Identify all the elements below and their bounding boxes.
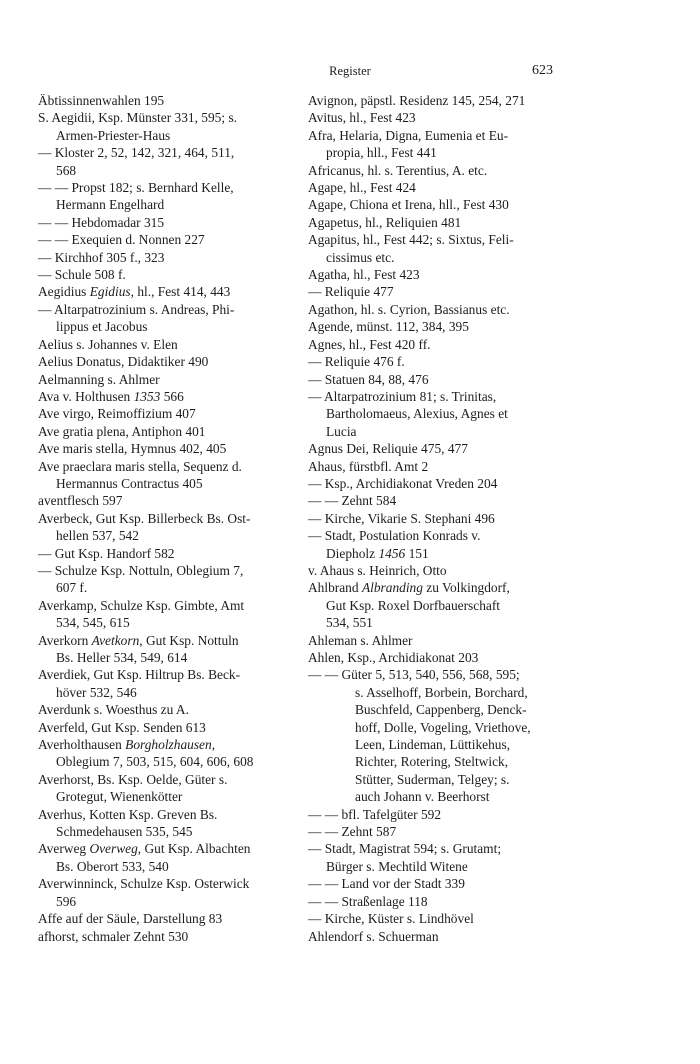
index-entry-line: Agapetus, hl., Reliquien 481: [308, 214, 462, 230]
index-entry-line: Ahaus, fürstbfl. Amt 2: [308, 458, 429, 474]
index-entry-line: Aegidius Egidius, hl., Fest 414, 443: [38, 284, 231, 300]
index-entry: [38, 266, 290, 283]
index-entry-line: Avitus, hl., Fest 423: [308, 110, 416, 126]
page-number: 623: [532, 63, 553, 78]
index-entry: [38, 840, 290, 875]
index-entry: [308, 928, 554, 945]
index-entry: [308, 353, 554, 370]
index-entry: [308, 562, 554, 579]
index-entry: [38, 666, 290, 701]
index-entry-line: Averkamp, Schulze Ksp. Gimbte, Amt: [38, 597, 245, 613]
index-entry-line: Hermann Engelhard: [56, 197, 165, 213]
index-entry: [38, 283, 290, 300]
index-entry-line: — — Zehnt 587: [308, 824, 397, 840]
index-entry: [38, 109, 290, 144]
index-entry: [308, 440, 554, 457]
index-entry: [308, 527, 554, 562]
index-entry-line: — — Straßenlage 118: [308, 893, 428, 909]
index-entry-line: — Kirchhof 305 f., 323: [38, 249, 165, 265]
index-entry-line: — Statuen 84, 88, 476: [308, 371, 429, 387]
index-entry-line: Ave virgo, Reimoffizium 407: [38, 406, 196, 422]
index-entry: [38, 492, 290, 509]
index-entry-line: hellen 537, 542: [56, 528, 139, 544]
index-entry-line: — — Exequien d. Nonnen 227: [38, 232, 205, 248]
index-entry: [38, 875, 290, 910]
index-entry-line: aventflesch 597: [38, 493, 123, 509]
index-entry-line: Agathon, hl. s. Cyrion, Bassianus etc.: [308, 301, 510, 317]
index-entry: [308, 388, 554, 440]
index-entry-line: 568: [56, 162, 77, 178]
index-entry: [308, 283, 554, 300]
index-entry-line: Buschfeld, Cappenberg, Denck-: [355, 702, 527, 718]
index-entry-line: Averwinninck, Schulze Ksp. Osterwick: [38, 876, 250, 892]
index-entry-line: Äbtissinnenwahlen 195: [38, 93, 165, 108]
index-entry-line: auch Johann v. Beerhorst: [355, 789, 490, 805]
index-entry-line: Ava v. Holthusen 1353 566: [38, 388, 184, 404]
index-entry-line: Ahlendorf s. Schuerman: [308, 928, 439, 944]
index-entry-line: v. Ahaus s. Heinrich, Otto: [308, 562, 447, 578]
index-entry-line: Affe auf der Säule, Darstellung 83: [38, 911, 223, 927]
index-entry-line: lippus et Jacobus: [56, 319, 148, 335]
index-entry-line: Ahleman s. Ahlmer: [308, 632, 413, 648]
index-entry-line: — Stadt, Magistrat 594; s. Grutamt;: [308, 841, 502, 857]
index-entry: [308, 318, 554, 335]
index-entry-line: Aelius s. Johannes v. Elen: [38, 336, 178, 352]
index-entry: [308, 510, 554, 527]
index-entry-line: Schmedehausen 535, 545: [56, 824, 193, 840]
index-entry: [308, 666, 554, 805]
index-entry-line: — — Güter 5, 513, 540, 556, 568, 595;: [308, 667, 520, 683]
index-entry-line: Leen, Lindeman, Lüttikehus,: [355, 737, 511, 753]
index-entry: [38, 562, 290, 597]
index-entry: [308, 266, 554, 283]
index-entry: [38, 736, 290, 771]
index-entry: [308, 806, 554, 823]
index-entry-line: Aelmanning s. Ahlmer: [38, 371, 160, 387]
index-entry-line: Averweg Overweg, Gut Ksp. Albachten: [38, 841, 251, 857]
index-entry: [38, 214, 290, 231]
index-entry: [38, 910, 290, 927]
index-entry-line: s. Asselhoff, Borbein, Borchard,: [355, 684, 528, 700]
index-entry-line: Armen-Priester-Haus: [56, 127, 171, 143]
index-entry: [308, 910, 554, 927]
index-entry: [38, 301, 290, 336]
index-entry-line: propia, hll., Fest 441: [326, 145, 437, 161]
index-entry-line: Hermannus Contractus 405: [56, 475, 203, 491]
index-entry: [308, 162, 554, 179]
index-entry: [38, 440, 290, 457]
index-entry-line: — — bfl. Tafelgüter 592: [308, 806, 442, 822]
index-entry: [38, 806, 290, 841]
index-entry-line: Agende, münst. 112, 384, 395: [308, 319, 469, 335]
index-entry-line: — Kirche, Küster s. Lindhövel: [308, 911, 474, 927]
index-entry: [308, 475, 554, 492]
index-entry: [308, 214, 554, 231]
index-entry-line: Averhorst, Bs. Ksp. Oelde, Güter s.: [38, 771, 228, 787]
index-entry: [38, 388, 290, 405]
index-entry: [308, 109, 554, 126]
index-entry: [38, 371, 290, 388]
index-entry-line: Agatha, hl., Fest 423: [308, 267, 420, 283]
index-entry: [308, 492, 554, 509]
index-entry-line: Agape, hl., Fest 424: [308, 180, 416, 196]
index-entry: [308, 649, 554, 666]
index-entry-line: Averkorn Avetkorn, Gut Ksp. Nottuln: [38, 632, 239, 648]
index-entry-line: 534, 545, 615: [56, 615, 130, 631]
index-entry-line: Stütter, Suderman, Telgey; s.: [355, 771, 510, 787]
index-entry-line: S. Aegidii, Ksp. Münster 331, 595; s.: [38, 110, 238, 126]
left-column: [38, 92, 290, 945]
index-entry-line: Ahlen, Ksp., Archidiakonat 203: [308, 650, 479, 665]
index-entry-line: — Kloster 2, 52, 142, 321, 464, 511,: [38, 145, 235, 161]
index-entry-line: — — Zehnt 584: [308, 493, 397, 509]
index-entry-line: cissimus etc.: [326, 249, 395, 265]
index-entry-line: 534, 551: [326, 615, 373, 631]
index-entry-line: Agnes, hl., Fest 420 ff.: [308, 336, 431, 352]
index-entry: [38, 249, 290, 266]
index-entry-line: 596: [56, 893, 77, 909]
index-entry: [38, 423, 290, 440]
index-entry: [38, 231, 290, 248]
index-entry-line: Africanus, hl. s. Terentius, A. etc.: [308, 162, 488, 178]
index-entry: [38, 771, 290, 806]
index-entry-line: Ave praeclara maris stella, Sequenz d.: [38, 458, 242, 474]
index-entry-line: Aelius Donatus, Didaktiker 490: [38, 354, 209, 370]
index-entry-line: — Altarpatrozinium s. Andreas, Phi-: [38, 301, 235, 317]
index-entry: [38, 353, 290, 370]
index-entry-line: Oblegium 7, 503, 515, 604, 606, 608: [56, 754, 254, 770]
index-entry-line: Agapitus, hl., Fest 442; s. Sixtus, Feli-: [308, 232, 514, 248]
index-entry: [38, 92, 290, 109]
index-entry: [308, 179, 554, 196]
index-entry-line: Agnus Dei, Reliquie 475, 477: [308, 441, 468, 457]
index-entry-line: Bartholomaeus, Alexius, Agnes et: [326, 406, 508, 422]
index-entry-line: Averholthausen Borgholzhausen,: [38, 737, 216, 753]
index-entry-line: — Gut Ksp. Handorf 582: [38, 545, 175, 561]
index-entry-line: Agape, Chiona et Irena, hll., Fest 430: [308, 197, 509, 213]
index-entry-line: Averhus, Kotten Ksp. Greven Bs.: [38, 806, 218, 822]
index-entry: [308, 196, 554, 213]
index-entry-line: Averfeld, Gut Ksp. Senden 613: [38, 719, 206, 735]
index-entry-line: — Schule 508 f.: [38, 267, 126, 283]
index-entry-line: Avignon, päpstl. Residenz 145, 254, 271: [308, 93, 526, 108]
index-entry: [308, 840, 554, 875]
index-entry-line: — Kirche, Vikarie S. Stephani 496: [308, 510, 495, 526]
index-entry-line: Lucia: [326, 423, 357, 439]
index-entry: [308, 231, 554, 266]
index-entry-line: Averdunk s. Woesthus zu A.: [38, 702, 189, 718]
index-entry-line: Afra, Helaria, Digna, Eumenia et Eu-: [308, 127, 509, 143]
index-entry-line: Grotegut, Wienenkötter: [56, 789, 183, 805]
index-entry-line: — — Hebdomadar 315: [38, 214, 165, 230]
index-entry: [308, 823, 554, 840]
index-entry: [38, 510, 290, 545]
index-entry: [38, 632, 290, 667]
index-entry-line: 607 f.: [56, 580, 88, 596]
index-entry: [38, 336, 290, 353]
index-entry-line: — Ksp., Archidiakonat Vreden 204: [308, 475, 498, 491]
index-entry: [38, 719, 290, 736]
index-entry-line: Bs. Heller 534, 549, 614: [56, 650, 188, 665]
index-entry: [308, 336, 554, 353]
index-entry-line: — Reliquie 476 f.: [308, 354, 405, 370]
index-entry: [308, 92, 554, 109]
index-entry: [38, 928, 290, 945]
index-entry: [38, 458, 290, 493]
index-entry-line: Averdiek, Gut Ksp. Hiltrup Bs. Beck-: [38, 667, 241, 683]
index-entry: [308, 127, 554, 162]
index-entry: [308, 579, 554, 631]
index-entry-line: Averbeck, Gut Ksp. Billerbeck Bs. Ost-: [38, 510, 251, 526]
index-entry: [38, 545, 290, 562]
index-entry: [308, 371, 554, 388]
index-entry: [38, 179, 290, 214]
index-entry-line: hoff, Dolle, Vogeling, Vriethove,: [355, 719, 531, 735]
index-entry-line: Diepholz 1456 151: [326, 545, 429, 561]
index-entry-line: Richter, Rotering, Steltwick,: [355, 754, 509, 770]
index-entry: [308, 875, 554, 892]
index-entry-line: — Altarpatrozinium 81; s. Trinitas,: [308, 388, 497, 404]
index-entry-line: — — Propst 182; s. Bernhard Kelle,: [38, 180, 234, 196]
page-header: [0, 64, 700, 84]
index-entry: [308, 458, 554, 475]
index-entry-line: Ave maris stella, Hymnus 402, 405: [38, 441, 227, 457]
index-entry-line: — Stadt, Postulation Konrads v.: [308, 528, 481, 544]
index-entry-line: Ahlbrand Albranding zu Volkingdorf,: [308, 580, 510, 596]
index-entry: [38, 597, 290, 632]
index-entry-line: Gut Ksp. Roxel Dorfbauerschaft: [326, 597, 501, 613]
index-entry-line: höver 532, 546: [56, 684, 137, 700]
index-entry-line: — — Land vor der Stadt 339: [308, 876, 465, 892]
page-title: Register: [329, 64, 371, 78]
index-entry-line: — Schulze Ksp. Nottuln, Oblegium 7,: [38, 562, 244, 578]
index-entry-line: Bs. Oberort 533, 540: [56, 858, 169, 874]
index-entry: [38, 405, 290, 422]
index-entry-line: afhorst, schmaler Zehnt 530: [38, 928, 189, 944]
index-entry: [38, 701, 290, 718]
index-entry-line: — Reliquie 477: [308, 284, 394, 300]
index-entry: [38, 144, 290, 179]
index-entry: [308, 632, 554, 649]
right-column: [308, 92, 554, 945]
index-entry: [308, 893, 554, 910]
index-entry-line: Bürger s. Mechtild Witene: [326, 858, 468, 874]
index-entry: [308, 301, 554, 318]
index-entry-line: Ave gratia plena, Antiphon 401: [38, 423, 206, 439]
